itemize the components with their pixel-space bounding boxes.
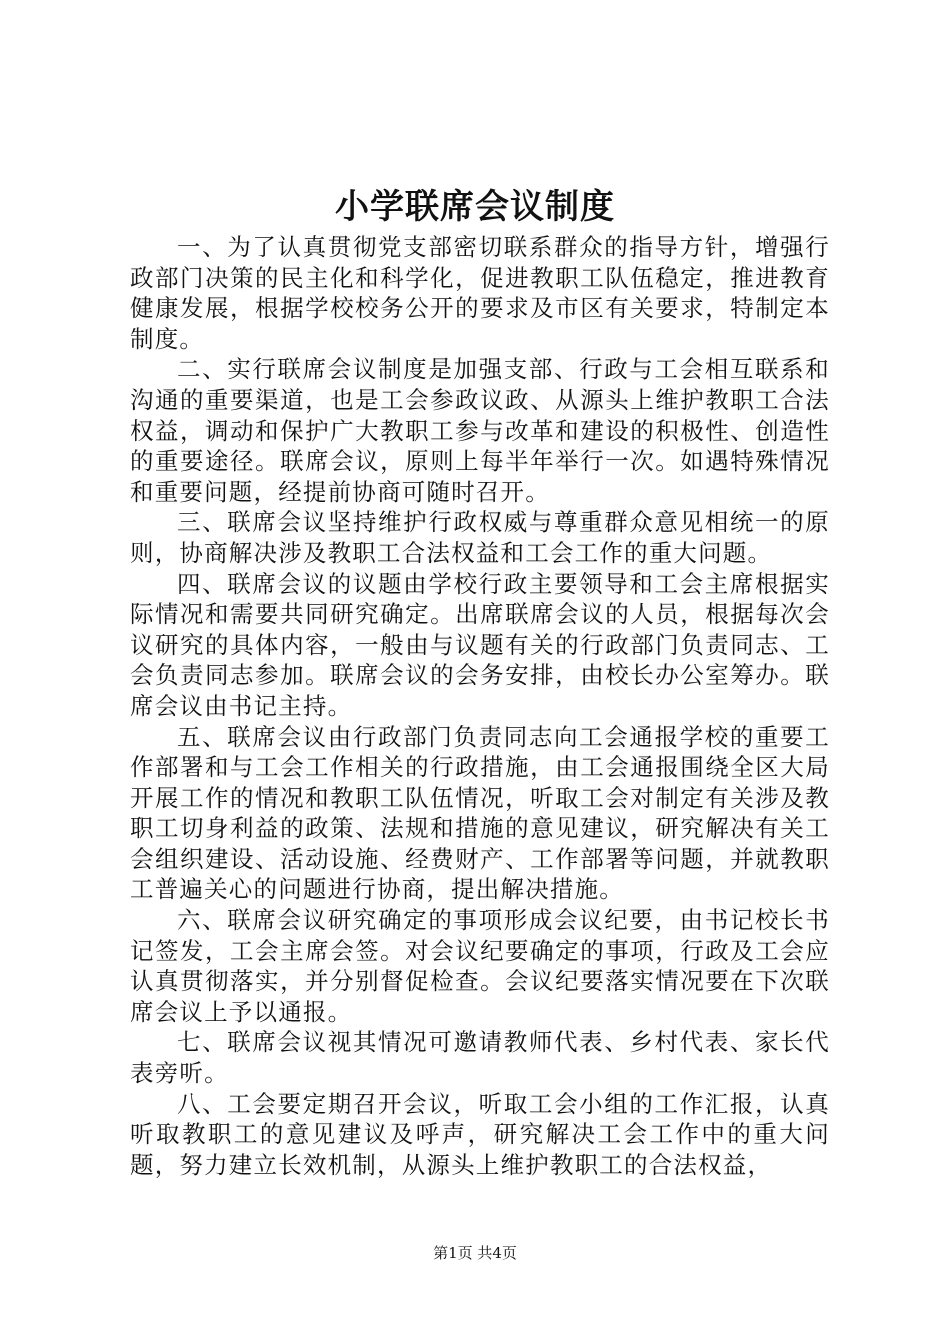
paragraph-1: 一、为了认真贯彻党支部密切联系群众的指导方针，增强行政部门决策的民主化和科学化，促进教职工队伍稳定，推进教育健康发展，根据学校校务公开的要求及市区有关要求，特制定本制度。 [130,233,830,353]
document-title: 小学联席会议制度 [335,187,615,227]
paragraph-2: 二、实行联席会议制度是加强支部、行政与工会相互联系和沟通的重要渠道，也是工会参政议政、从源头上维护教职工合法权益，调动和保护广大教职工参与改革和建设的积极性、创造性的重要途径。联席会议，原则上每半年举行一次。如遇特殊情况和重要问题，经提前协商可随时召开。 [130,355,830,506]
paragraph-5: 五、联席会议由行政部门负责同志向工会通报学校的重要工作部署和与工会工作相关的行政措施，由工会通报围绕全区大局开展工作的情况和教职工队伍情况，听取工会对制定有关涉及教职工切身利益的政策、法规和措施的意见建议，研究解决有关工会组织建设、活动设施、经费财产、工作部署等问题，并就教职工普遍关心的问题进行协商，提出解决措施。 [130,722,830,904]
paragraph-6: 六、联席会议研究确定的事项形成会议纪要，由书记校长书记签发，工会主席会签。对会议纪要确定的事项，行政及工会应认真贯彻落实，并分别督促检查。会议纪要落实情况要在下次联席会议上予以通报。 [130,906,830,1026]
paragraph-3: 三、联席会议坚持维护行政权威与尊重群众意见相统一的原则，协商解决涉及教职工合法权益和工会工作的重大问题。 [130,508,830,567]
page-footer: 第1页 共4页 [433,1244,517,1262]
paragraph-8: 八、工会要定期召开会议，听取工会小组的工作汇报，认真听取教职工的意见建议及呼声，研究解决工会工作中的重大问题，努力建立长效机制，从源头上维护教职工的合法权益， [130,1089,830,1179]
paragraph-7: 七、联席会议视其情况可邀请教师代表、乡村代表、家长代表旁听。 [130,1028,830,1088]
paragraph-4: 四、联席会议的议题由学校行政主要领导和工会主席根据实际情况和需要共同研究确定。出席联席会议的人员，根据每次会议研究的具体内容，一般由与议题有关的行政部门负责同志、工会负责同志参加。联席会议的会务安排，由校长办公室筹办。联席会议由书记主持。 [130,569,830,720]
document-body [130,232,830,1180]
